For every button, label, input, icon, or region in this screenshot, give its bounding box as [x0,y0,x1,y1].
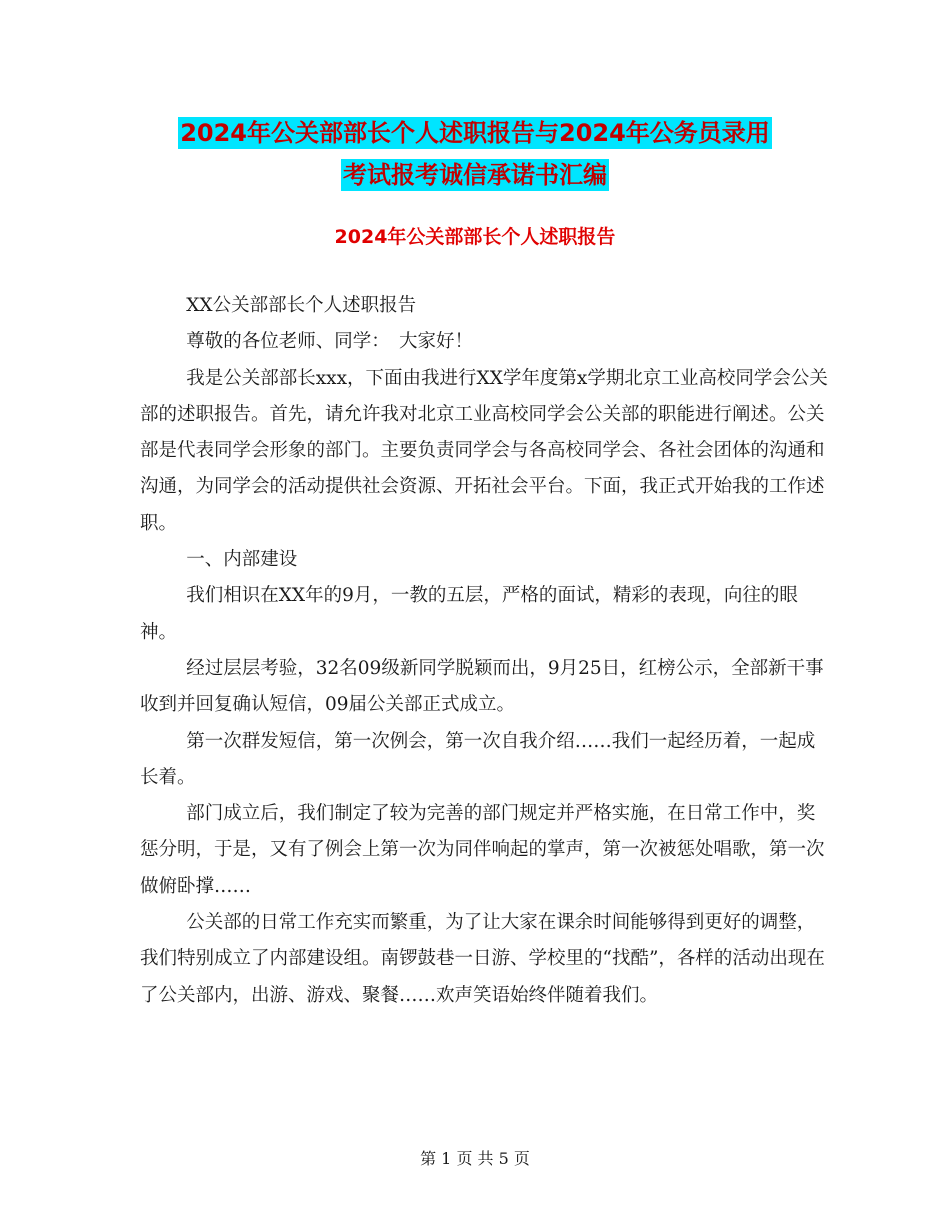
document-title-text-1: 2024年公关部部长个人述职报告与2024年公务员录用 [180,119,770,147]
paragraph: 公关部的日常工作充实而繁重，为了让大家在课余时间能够得到更好的调整，我们特别成立了内部建设组。南锣鼓巷一日游、学校里的“找酷”，各样的活动出现在了公关部内，出游、游戏、聚餐……欢声笑语始终伴随着我们。 [140,912,825,1006]
document-title-line-1 [0,110,950,156]
paragraph: XX公关部部长个人述职报告 [186,295,417,316]
paragraph: 部门成立后，我们制定了较为完善的部门规定并严格实施，在日常工作中，奖惩分明，于是，又有了例会上第一次为同伴响起的掌声，第一次被惩处唱歌，第一次做俯卧撑…… [140,803,825,897]
section-title: 2024年公关部部长个人述职报告 [334,226,616,248]
paragraph: 一、内部建设 [186,549,298,571]
paragraph: 我们相识在XX年的9月，一教的五层，严格的面试，精彩的表现，向往的眼神。 [140,585,798,643]
document-title-line-2 [0,152,950,198]
paragraph: 第一次群发短信，第一次例会，第一次自我介绍……我们一起经历着，一起成长着。 [140,730,816,788]
paragraph: 尊敬的各位老师、同学： 大家好！ [186,331,474,353]
paragraph: 经过层层考验，32名09级新同学脱颖而出，9月25日，红榜公示，全部新干事收到并回复确认短信，09届公关部正式成立。 [140,657,824,716]
document-body [140,288,830,1014]
paragraph: 我是公关部部长xxx，下面由我进行XX学年度第x学期北京工业高校同学会公关部的述职报告。首先，请允许我对北京工业高校同学会公关部的职能进行阐述。公关部是代表同学会形象的部门。主要负责同学会与各高校同学会、各社会团体的沟通和沟通，为同学会的活动提供社会资源、开拓社会平台。下面，我正式开始我的工作述职。 [140,367,828,534]
page-footer: 第 1 页 共 5 页 [420,1149,530,1168]
document-title-text-2: 考试报考诚信承诺书汇编 [343,161,607,189]
